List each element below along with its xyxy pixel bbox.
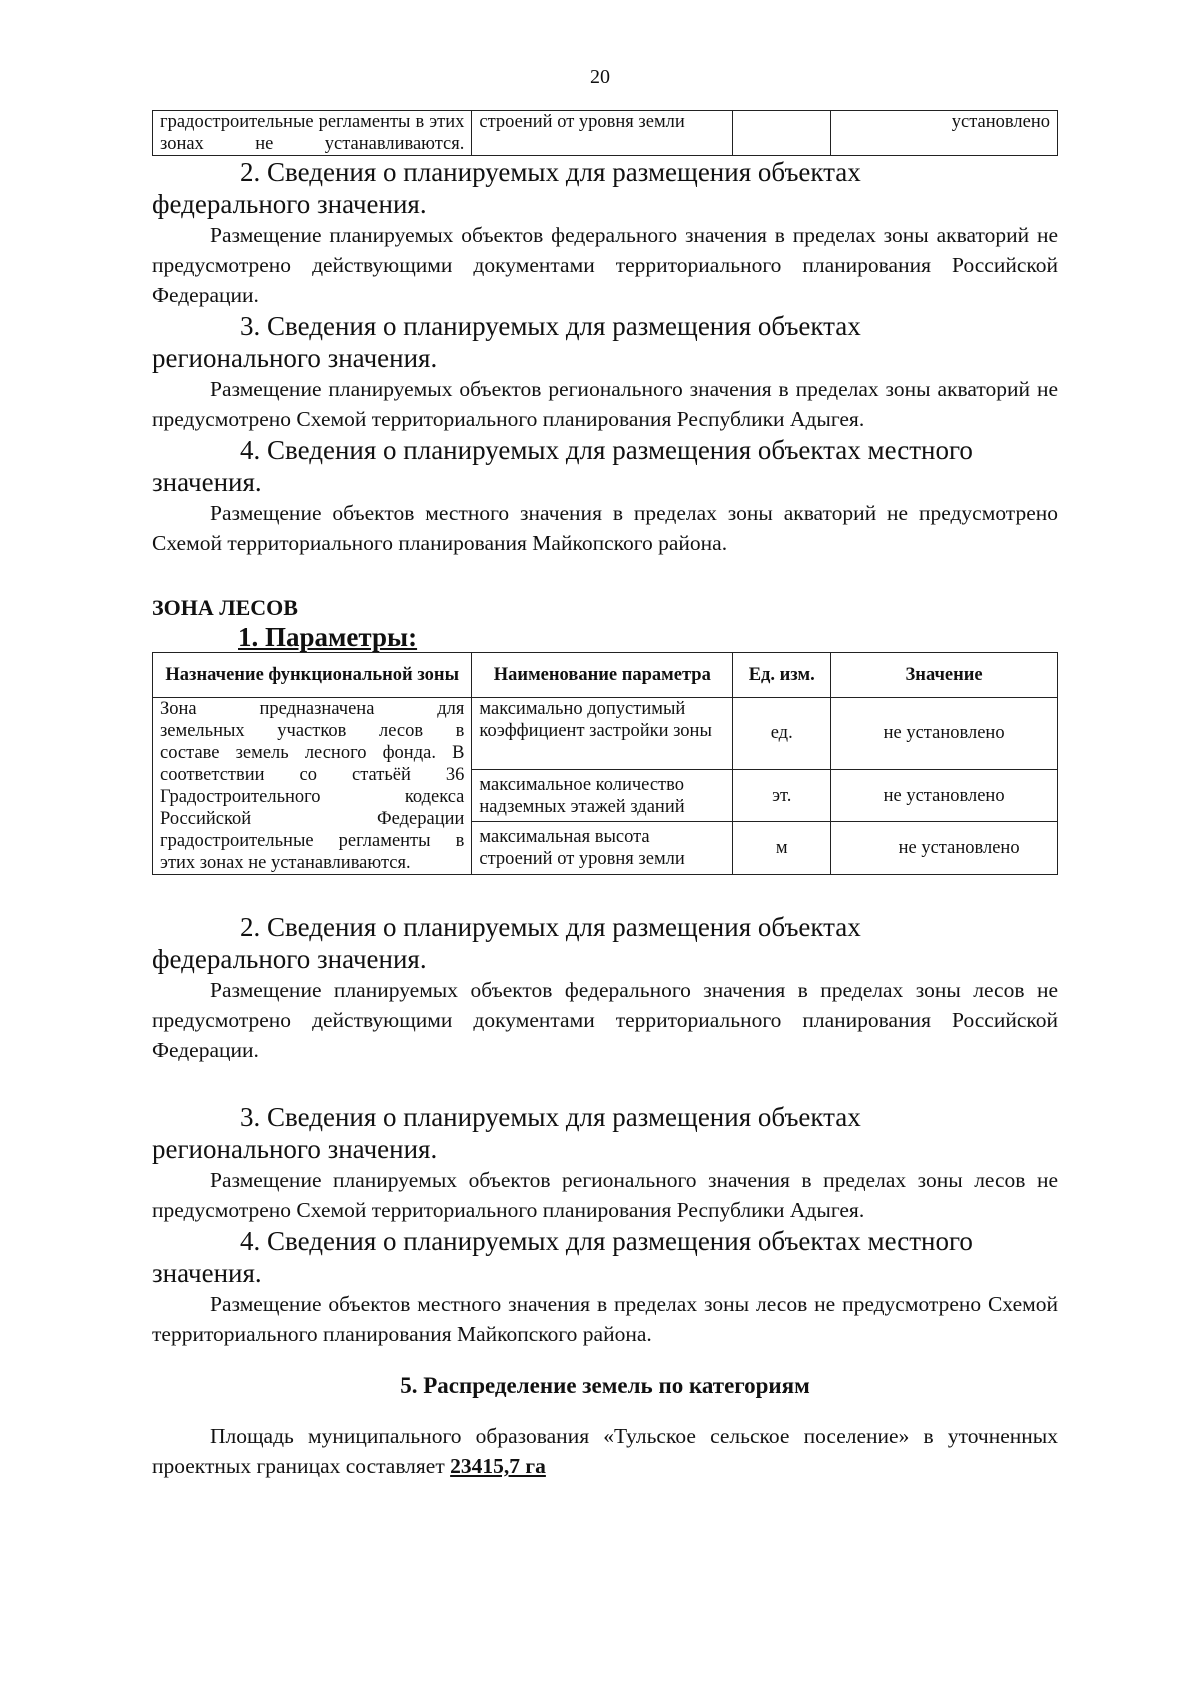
table-row <box>153 698 1058 770</box>
water-federal-section <box>152 156 1058 310</box>
section-heading: значения. <box>152 1258 262 1288</box>
section-heading: 4. Сведения о планируемых для размещения объектах местного <box>240 1226 973 1256</box>
cell-line: земельных участков лесов в <box>160 721 465 741</box>
column-header: Значение <box>831 653 1058 698</box>
area-text: Площадь муниципального образования «Тульское сельское поселение» в уточненных проектных границах составляет <box>152 1424 1058 1478</box>
document-body <box>152 110 1058 1481</box>
table-cell: строений от уровня земли <box>472 111 733 156</box>
unit: эт. <box>733 769 831 822</box>
parameter-name: максимальное количество надземных этажей зданий <box>472 769 733 822</box>
zone-title: ЗОНА ЛЕСОВ <box>152 595 298 620</box>
paragraph: Размещение планируемых объектов регионального значения в пределах зоны лесов не предусмотрено Схемой территориального планирования Республики Адыгея. <box>152 1168 1058 1222</box>
paragraph: Размещение планируемых объектов регионального значения в пределах зоны акваторий не предусмотрено Схемой территориального планирования Республики Адыгея. <box>152 377 1058 431</box>
forest-regional-section <box>152 1101 1058 1225</box>
value: не установлено <box>831 769 1058 822</box>
cell-line: градостроительные регламенты в <box>160 831 465 851</box>
params-title: 1. Параметры: <box>238 622 418 652</box>
cell-line: этих зонах не устанавливаются. <box>160 853 411 873</box>
zone-purpose-cell <box>153 698 472 875</box>
cell-line: соответствии со статьёй 36 <box>160 765 465 785</box>
section-heading: 4. Сведения о планируемых для размещения объектах местного <box>240 435 973 465</box>
unit: ед. <box>733 698 831 770</box>
section-heading: 2. Сведения о планируемых для размещения объектах <box>240 912 861 942</box>
table-row <box>153 111 1058 156</box>
cell-line: Российской Федерации <box>160 809 465 829</box>
cell-line: составе земель лесного фонда. В <box>160 743 465 763</box>
paragraph: Размещение планируемых объектов федерального значения в пределах зоны акваторий не предусмотрено действующими документами территориального планирования Российской Федерации. <box>152 223 1058 307</box>
water-local-section <box>152 434 1058 558</box>
section-heading: 3. Сведения о планируемых для размещения объектах <box>240 1102 861 1132</box>
parameter-name: максимально допустимый коэффициент застройки зоны <box>472 698 733 770</box>
forest-parameters-table <box>152 652 1058 875</box>
paragraph: Размещение планируемых объектов федерального значения в пределах зоны лесов не предусмотрено действующими документами территориального планирования Российской Федерации. <box>152 978 1058 1062</box>
value: не установлено <box>831 698 1058 770</box>
water-regional-section <box>152 310 1058 434</box>
section-title: 5. Распределение земель по категориям <box>400 1373 810 1398</box>
table-cell: установлено <box>831 111 1058 156</box>
forest-local-section <box>152 1225 1058 1349</box>
section-heading: федерального значения. <box>152 189 427 219</box>
section-heading: регионального значения. <box>152 343 438 373</box>
column-header: Назначение функциональной зоны <box>153 653 472 698</box>
section-heading: значения. <box>152 467 262 497</box>
paragraph: Размещение объектов местного значения в пределах зоны лесов не предусмотрено Схемой территориального планирования Майкопского района. <box>152 1292 1058 1346</box>
page-number: 20 <box>590 66 610 88</box>
continued-parameters-table <box>152 110 1058 156</box>
section-heading: регионального значения. <box>152 1134 438 1164</box>
parameter-name: максимальная высота строений от уровня земли <box>472 822 733 875</box>
paragraph <box>152 1421 1058 1481</box>
forest-federal-section <box>152 911 1058 1065</box>
column-header: Ед. изм. <box>733 653 831 698</box>
area-value: 23415,7 га <box>450 1454 546 1478</box>
cell-line: Градостроительного кодекса <box>160 787 465 807</box>
cell-line: Зона предназначена для <box>160 699 465 719</box>
value: не установлено <box>831 822 1058 875</box>
section-heading: федерального значения. <box>152 944 427 974</box>
table-cell <box>733 111 831 156</box>
section-heading: 3. Сведения о планируемых для размещения объектах <box>240 311 861 341</box>
paragraph: Размещение объектов местного значения в пределах зоны акваторий не предусмотрено Схемой территориального планирования Майкопского района. <box>152 501 1058 555</box>
table-cell: градостроительные регламенты в этих зонах не устанавливаются. <box>153 111 472 156</box>
unit: м <box>733 822 831 875</box>
section-heading: 2. Сведения о планируемых для размещения объектах <box>240 157 861 187</box>
table-header-row <box>153 653 1058 698</box>
column-header: Наименование параметра <box>472 653 733 698</box>
